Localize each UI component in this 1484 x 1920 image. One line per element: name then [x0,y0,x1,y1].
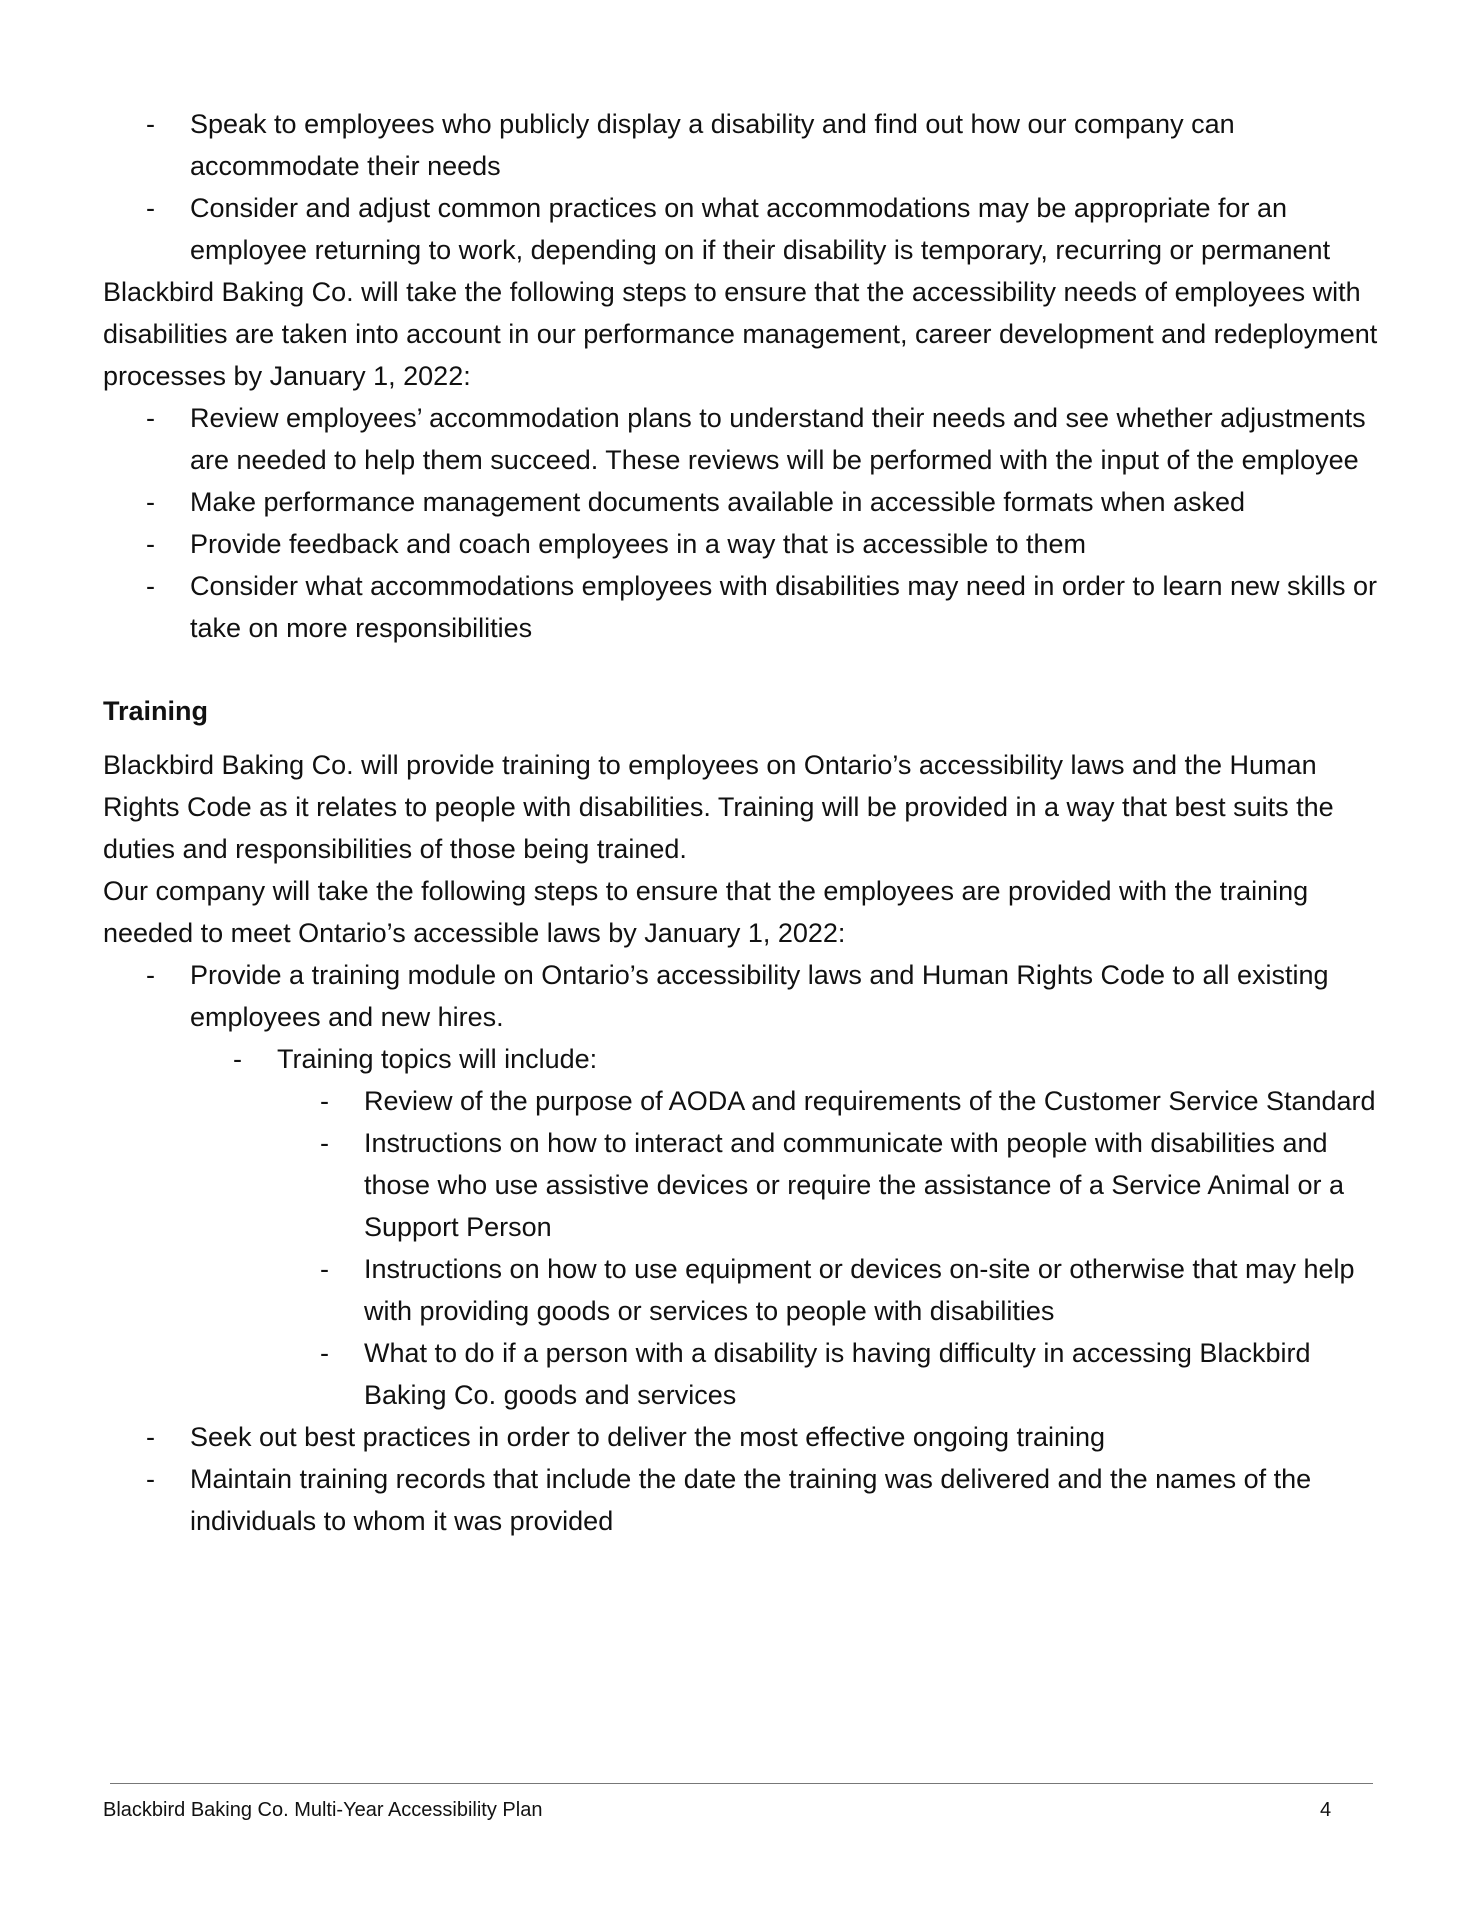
dash-bullet: - [320,1128,329,1158]
list-item [103,187,1383,271]
training-paragraph-1: Blackbird Baking Co. will provide training to employees on Ontario’s accessibility laws and the Human Rights Code as it relates to people with disabilities. Training will be provided in a way that best suits the duties and responsibilities of those being trained. [103,750,1334,864]
list-item-text: Provide feedback and coach employees in a way that is accessible to them [190,529,1086,559]
list-item-text: What to do if a person with a disability is having difficulty in accessing Blackbird Baking Co. goods and services [364,1338,1311,1410]
footer-title: Blackbird Baking Co. Multi-Year Accessibility Plan [103,1799,543,1821]
dash-bullet: - [146,1422,155,1452]
list-item-text: Review of the purpose of AODA and requirements of the Customer Service Standard [364,1086,1376,1116]
list-item [103,103,1383,187]
list-item [103,1038,1383,1080]
dash-bullet: - [320,1338,329,1368]
dash-bullet: - [320,1086,329,1116]
list-item-text: Speak to employees who publicly display a disability and find out how our company can accommodate their needs [190,109,1235,181]
list-item-text: Review employees’ accommodation plans to understand their needs and see whether adjustments are needed to help them succeed. These reviews will be performed with the input of the employee [190,403,1366,475]
performance-paragraph: Blackbird Baking Co. will take the following steps to ensure that the accessibility needs of employees with disabilities are taken into account in our performance management, career development and redeployment processes by January 1, 2022: [103,277,1378,391]
training-paragraph-2: Our company will take the following steps to ensure that the employees are provided with the training needed to meet Ontario’s accessible laws by January 1, 2022: [103,876,1309,948]
list-item [103,1416,1383,1458]
list-item-text: Consider what accommodations employees with disabilities may need in order to learn new skills or take on more responsibilities [190,571,1378,643]
list-item [103,565,1383,649]
dash-bullet: - [146,403,155,433]
dash-bullet: - [146,193,155,223]
list-item-text: Maintain training records that include the date the training was delivered and the names of the individuals to whom it was provided [190,1464,1312,1536]
list-item-text: Make performance management documents available in accessible formats when asked [190,487,1246,517]
dash-bullet: - [320,1254,329,1284]
list-item [103,523,1383,565]
footer-divider [110,1783,1373,1784]
dash-bullet: - [146,109,155,139]
section-heading-training: Training [103,696,209,726]
document-body [103,103,1383,1542]
list-item-text: Provide a training module on Ontario’s accessibility laws and Human Rights Code to all existing employees and new hires. [190,960,1329,1032]
list-item [103,1122,1383,1248]
dash-bullet: - [233,1044,242,1074]
dash-bullet: - [146,571,155,601]
dash-bullet: - [146,487,155,517]
list-item [103,1248,1383,1332]
list-item [103,954,1383,1038]
list-item [103,1458,1383,1542]
list-item-text: Consider and adjust common practices on what accommodations may be appropriate for an employee returning to work, depending on if their disability is temporary, recurring or permanent [190,193,1331,265]
list-item [103,397,1383,481]
list-item [103,481,1383,523]
page-number: 4 [1320,1799,1332,1821]
list-item-text: Instructions on how to use equipment or devices on-site or otherwise that may help with providing goods or services to people with disabilities [364,1254,1355,1326]
dash-bullet: - [146,529,155,559]
list-item-text: Seek out best practices in order to deliver the most effective ongoing training [190,1422,1106,1452]
list-item [103,1080,1383,1122]
list-item-text: Training topics will include: [277,1044,598,1074]
dash-bullet: - [146,960,155,990]
list-item [103,1332,1383,1416]
dash-bullet: - [146,1464,155,1494]
list-item-text: Instructions on how to interact and communicate with people with disabilities and those who use assistive devices or require the assistance of a Service Animal or a Support Person [364,1128,1344,1242]
